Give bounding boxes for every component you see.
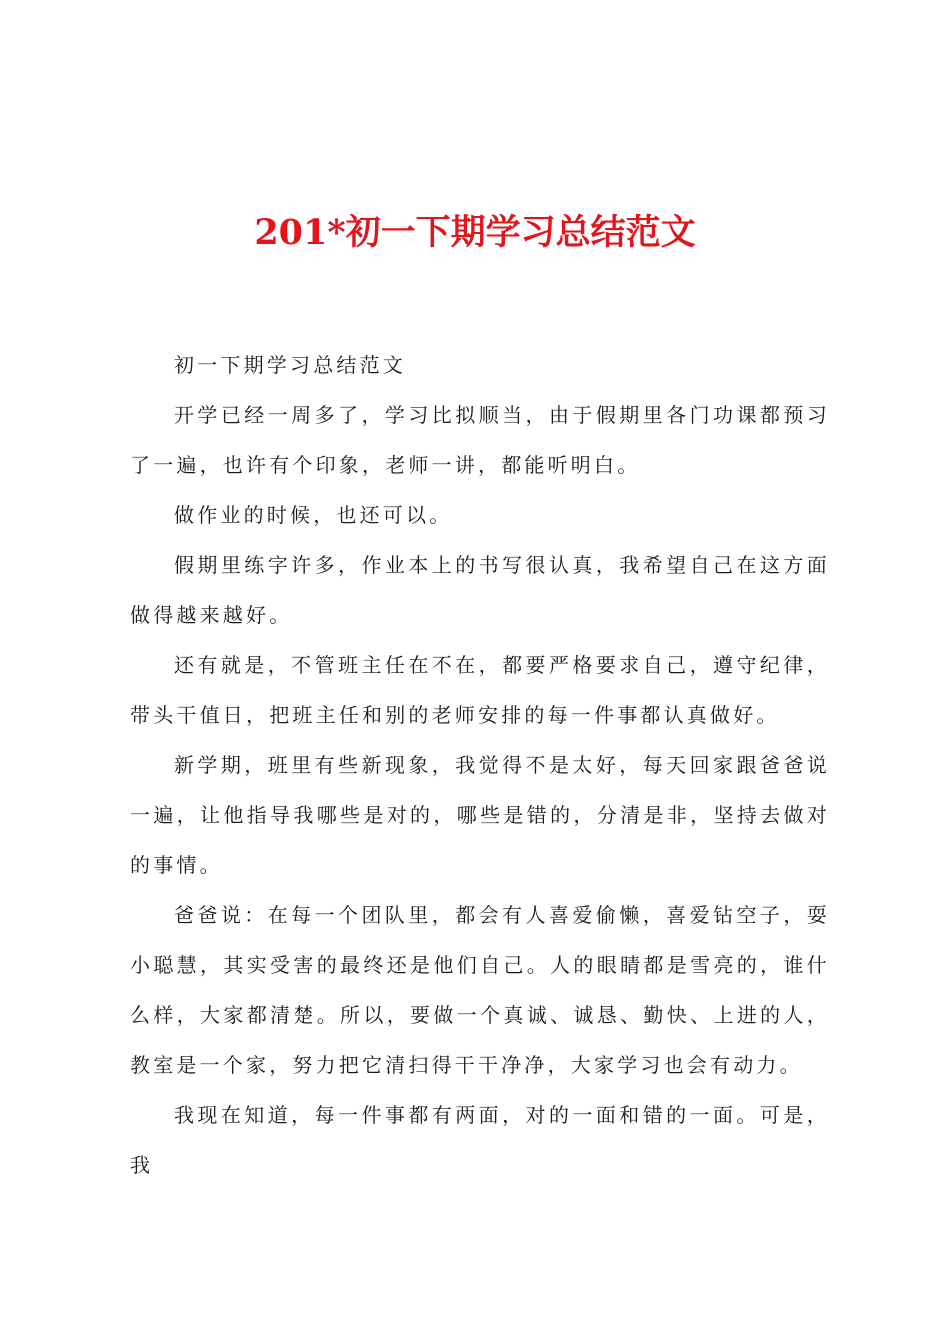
paragraph: 还有就是，不管班主任在不在，都要严格要求自己，遵守纪律，带头干值日，把班主任和别的老师安排的每一件事都认真做好。: [130, 653, 830, 727]
paragraph: 开学已经一周多了，学习比拟顺当，由于假期里各门功课都预习了一遍，也许有个印象，老师一讲，都能听明白。: [130, 403, 830, 477]
paragraph: 假期里练字许多，作业本上的书写很认真，我希望自己在这方面做得越来越好。: [130, 553, 830, 627]
paragraph-subtitle: 初一下期学习总结范文: [174, 353, 406, 377]
paragraph: 新学期，班里有些新现象，我觉得不是太好，每天回家跟爸爸说一遍，让他指导我哪些是对的，哪些是错的，分清是非，坚持去做对的事情。: [130, 753, 830, 877]
paragraph: 做作业的时候，也还可以。: [174, 503, 453, 527]
paragraph: 爸爸说：在每一个团队里，都会有人喜爱偷懒，喜爱钻空子，耍小聪慧，其实受害的最终还是他们自己。人的眼睛都是雪亮的，谁什么样，大家都清楚。所以，要做一个真诚、诚恳、勤快、上进的人，教室是一个家，努力把它清扫得干干净净，大家学习也会有动力。: [130, 903, 830, 1077]
document-title: 201*初一下期学习总结范文: [254, 212, 696, 253]
paragraph: 我现在知道，每一件事都有两面，对的一面和错的一面。可是，我: [130, 1103, 830, 1177]
document-body: [130, 340, 830, 1190]
